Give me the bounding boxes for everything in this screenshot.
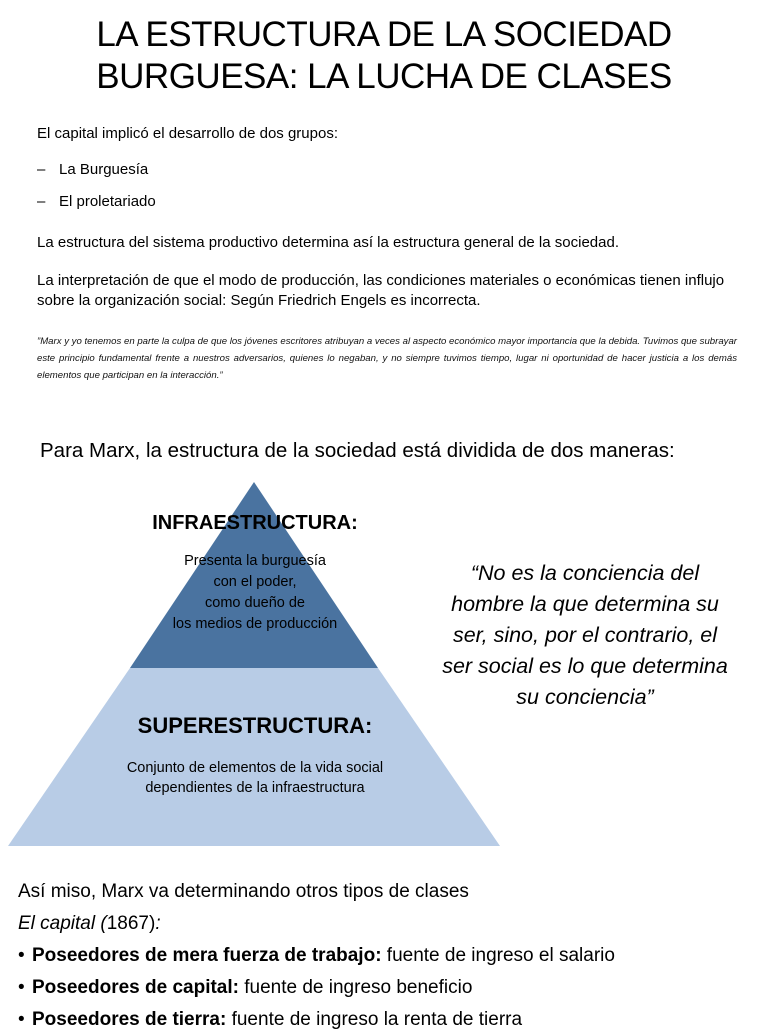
class-name: Poseedores de tierra: (32, 1009, 227, 1030)
infraestructura-title: INFRAESTRUCTURA: (152, 512, 358, 534)
group-item-burguesia (37, 160, 148, 180)
superestructura-title: SUPERESTRUCTURA: (137, 713, 373, 738)
super-desc-line: Conjunto de elementos de la vida social (126, 760, 384, 776)
superestructura-description (40, 758, 470, 798)
paragraph-structure: La estructura del sistema productivo determina así la estructura general de la sociedad. (37, 234, 619, 251)
marx-quote-line: hombre la que determina su (451, 592, 719, 616)
class-income: fuente de ingreso el salario (381, 945, 615, 966)
marx-quote-line: ser, sino, por el contrario, el (452, 623, 718, 647)
class-name: Poseedores de capital: (32, 977, 239, 998)
bullet-marker: • (18, 977, 25, 998)
intro-text: El capital implicó el desarrollo de dos grupos: (37, 125, 338, 142)
dash-marker: – (37, 193, 46, 210)
group-label: La Burguesía (59, 161, 149, 178)
book-title: El capital ( (18, 913, 107, 934)
infra-desc-line: los medios de producción (172, 616, 338, 632)
book-year: 1867) (106, 913, 156, 934)
title-line-2: BURGUESA: LA LUCHA DE CLASES (96, 57, 672, 96)
infra-desc-line: como dueño de (205, 595, 305, 611)
infra-desc-line: Presenta la burguesía (184, 553, 326, 569)
marx-quote-line: “No es la conciencia del (470, 561, 700, 585)
group-label: El proletariado (59, 193, 156, 210)
infra-desc-line: con el poder, (213, 574, 297, 590)
engels-quote: ”Marx y yo tenemos en parte la culpa de que los jóvenes escritores atribuyan a veces al aspecto económico mayor importancia que la debida. Tuvimos que subrayar este principio fundamental frente a nuestros adversarios, quienes lo negaban, y no siempre tuvimos tiempo, lugar ni oportunidad de hacer justicia a los demás elementos que participan en la interacción.” (37, 336, 737, 381)
marx-quote-line: ser social es lo que determina (442, 654, 728, 678)
marx-quote (420, 558, 750, 713)
class-item (18, 940, 615, 972)
group-item-proletariado (37, 192, 156, 212)
infraestructura-description (130, 551, 380, 635)
class-item (18, 972, 615, 1004)
book-colon: : (155, 913, 161, 934)
class-income: fuente de ingreso beneficio (238, 977, 473, 998)
bullet-marker: • (18, 1009, 25, 1030)
bullet-marker: • (18, 945, 25, 966)
class-income: fuente de ingreso la renta de tierra (226, 1009, 523, 1030)
super-desc-line: dependientes de la infraestructura (145, 780, 365, 796)
dash-marker: – (37, 161, 46, 178)
classes-intro: Así miso, Marx va determinando otros tipos de clases (18, 881, 469, 902)
classes-section (18, 876, 615, 1036)
marx-intro-text: Para Marx, la estructura de la sociedad está dividida de dos maneras: (40, 439, 675, 462)
marx-quote-line: su conciencia” (516, 685, 654, 709)
class-item (18, 1004, 615, 1036)
class-name: Poseedores de mera fuerza de trabajo: (32, 945, 382, 966)
book-reference (18, 908, 615, 940)
page-title (0, 14, 768, 98)
paragraph-engels: La interpretación de que el modo de producción, las condiciones materiales o económicas tienen influjo sobre la organización social: Según Friedrich Engels es incorrecta. (37, 272, 725, 309)
title-line-1: LA ESTRUCTURA DE LA SOCIEDAD (96, 15, 672, 54)
